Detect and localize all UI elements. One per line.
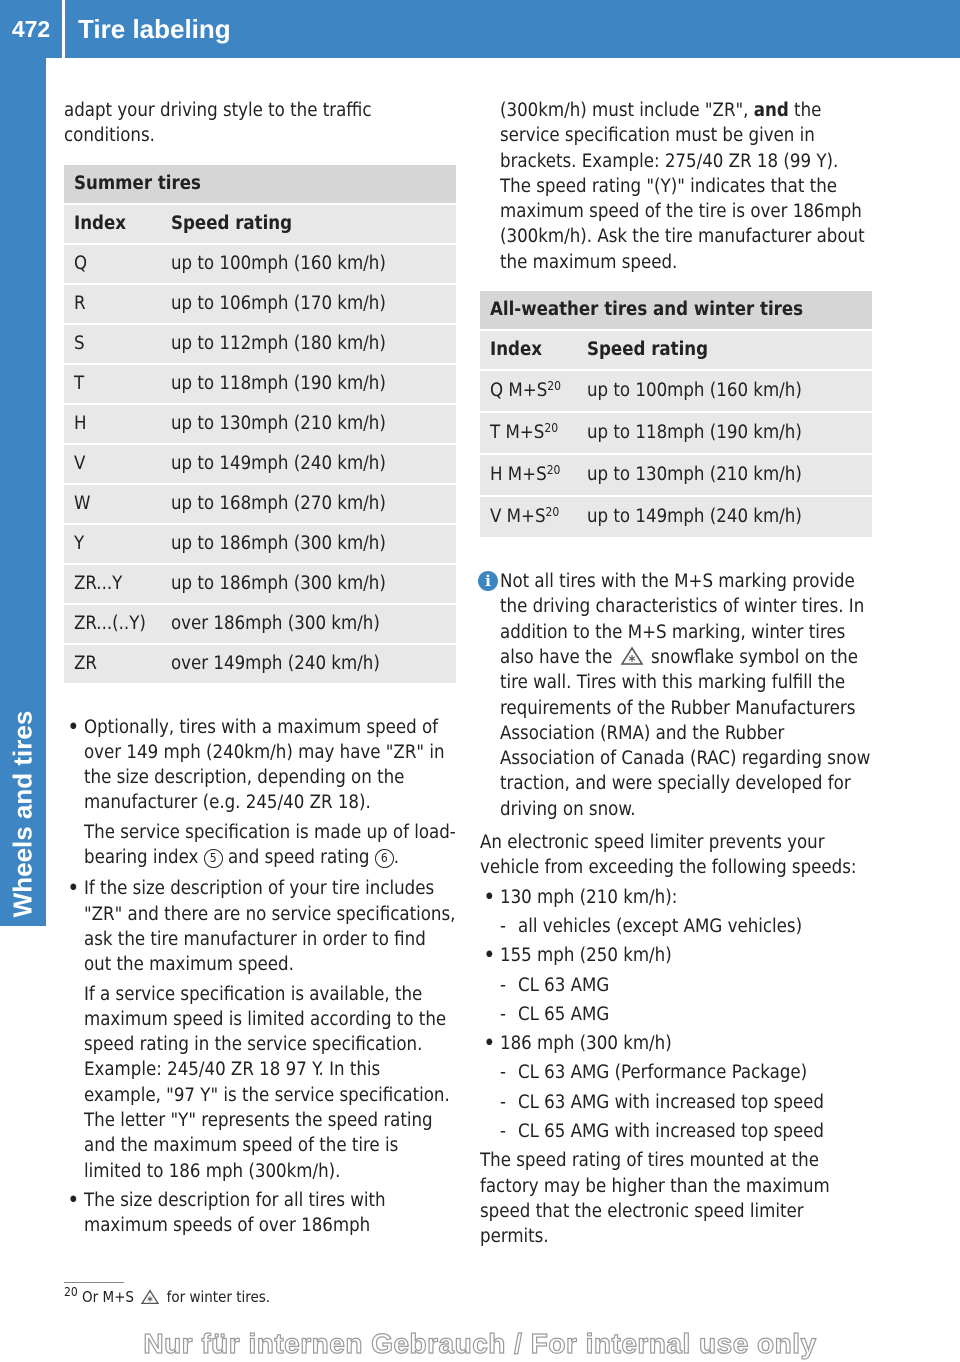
limit-130-item: - all vehicles (except AMG vehicles) — [480, 914, 872, 939]
service-spec-part-a: The service specification is made up of load-bearing index — [84, 821, 456, 869]
column-header-speed-rating: Speed rating — [161, 204, 456, 244]
speed-cell: up to 149mph (240 km/h) — [577, 496, 872, 538]
page-number: 472 — [11, 15, 51, 42]
continued-part-b: the service specification must be given in brackets. Example: 275/40 ZR 18 (99 Y). The speed rating "(Y)" indicates that the maximum speed of the tire is over 186mph (300km/h). Ask the tire manufacturer about the maximum speed. — [500, 100, 865, 273]
table-row — [64, 284, 456, 324]
table-row — [480, 370, 872, 412]
bullet-zr-no-spec: • If the size description of your tire includes "ZR" and there are no service specifications, ask the tire manufacturer in order to find out the maximum speed. — [64, 876, 456, 977]
index-cell: W — [64, 484, 161, 524]
speed-cell: up to 186mph (300 km/h) — [161, 564, 456, 604]
limit-130-bullet: • 130 mph (210 km/h): — [480, 885, 872, 910]
table-row — [64, 364, 456, 404]
info-note — [480, 569, 872, 822]
bullet-zr-optional: • Optionally, tires with a maximum speed of over 149 mph (240km/h) may have "ZR" in the size description, depending on the manufacturer (e.g. 245/40 ZR 18). — [64, 715, 456, 816]
index-cell — [480, 496, 577, 538]
table-row — [64, 604, 456, 644]
footnote-ref: 20 — [545, 505, 560, 520]
speed-cell: up to 100mph (160 km/h) — [577, 370, 872, 412]
continued-part-a: (300km/h) must include "ZR", — [500, 100, 749, 121]
footnote-divider — [64, 1282, 124, 1283]
snowflake-mountain-icon — [138, 1289, 162, 1305]
left-column — [64, 98, 456, 1239]
speed-cell: up to 186mph (300 km/h) — [161, 524, 456, 564]
column-header-speed-rating: Speed rating — [577, 330, 872, 370]
index-text: T M+S — [490, 422, 545, 444]
speed-cell: up to 168mph (270 km/h) — [161, 484, 456, 524]
footnote-ref: 20 — [544, 421, 559, 436]
header-divider — [62, 0, 65, 58]
closing-text: The speed rating of tires mounted at the factory may be higher than the maximum speed that the electronic speed limiter permits. — [480, 1150, 830, 1248]
speed-cell: up to 106mph (170 km/h) — [161, 284, 456, 324]
index-cell: H — [64, 404, 161, 444]
limit-155-bullet: • 155 mph (250 km/h) — [480, 943, 872, 968]
index-cell: V — [64, 444, 161, 484]
speed-cell: up to 149mph (240 km/h) — [161, 444, 456, 484]
index-cell — [480, 412, 577, 454]
bullet-over-186: • The size description for all tires with maximum speeds of over 186mph — [64, 1188, 456, 1239]
index-text: H M+S — [490, 464, 547, 486]
summer-tires-table — [64, 165, 456, 685]
table-row — [64, 484, 456, 524]
limit-186-item: - CL 63 AMG with increased top speed — [480, 1090, 872, 1115]
table-row — [64, 444, 456, 484]
limit-155-item: - CL 65 AMG — [480, 1002, 872, 1027]
chapter-label: Wheels and tires — [7, 710, 38, 918]
callout-5-marker: 5 — [204, 849, 223, 868]
index-cell: Q — [64, 244, 161, 284]
footnote-text-b: for winter tires. — [166, 1288, 271, 1306]
table-row — [64, 524, 456, 564]
chapter-side-tab — [0, 58, 46, 926]
speed-cell: up to 118mph (190 km/h) — [161, 364, 456, 404]
winter-tires-table — [480, 291, 872, 539]
service-spec-part-b: and speed rating — [227, 847, 370, 869]
snowflake-mountain-icon — [618, 646, 646, 666]
footnote-text-a: Or M+S — [82, 1288, 135, 1306]
table-row — [480, 412, 872, 454]
footnote-number: 20 — [64, 1285, 78, 1299]
index-cell: Y — [64, 524, 161, 564]
callout-6-marker: 6 — [375, 849, 394, 868]
limit-186-bullet: • 186 mph (300 km/h) — [480, 1031, 872, 1056]
page-title: Tire labeling — [78, 14, 231, 44]
index-cell: T — [64, 364, 161, 404]
index-text: V M+S — [490, 506, 546, 528]
service-spec-example: If a service specification is available, the maximum speed is limited according to the speed rating in the service specification. Example: 245/40 ZR 18 97 Y. In this example, "97 Y" is the service specification. The letter "Y" represents the speed rating and the maximum speed of the tire is limited to 186 mph (300km/h). — [84, 983, 450, 1182]
table-row — [64, 644, 456, 684]
index-cell: ZR...Y — [64, 564, 161, 604]
table-row — [64, 564, 456, 604]
table-row — [64, 244, 456, 284]
info-text-a: Not all tires with the M+S marking provide the driving characteristics of winter tires. In addition to the M+S marking, winter tires also have the — [500, 571, 865, 668]
column-header-index: Index — [64, 204, 161, 244]
speed-cell: up to 130mph (210 km/h) — [577, 454, 872, 496]
table-row — [480, 496, 872, 538]
speed-cell: over 186mph (300 km/h) — [161, 604, 456, 644]
service-spec-text — [64, 820, 456, 871]
limit-155-item: - CL 63 AMG — [480, 973, 872, 998]
table-caption: Summer tires — [64, 165, 456, 204]
table-row — [64, 324, 456, 364]
intro-text: adapt your driving style to the traffic conditions. — [64, 100, 372, 147]
info-text-b: snowflake symbol on the tire wall. Tires with this marking fulfill the requirements of the Rubber Manufacturers Association (RMA) and the Rubber Association of Canada (RAC) regarding snow traction, and were specially developed for driving on snow. — [500, 646, 871, 820]
speed-cell: up to 130mph (210 km/h) — [161, 404, 456, 444]
index-cell: R — [64, 284, 161, 324]
speed-cell: up to 112mph (180 km/h) — [161, 324, 456, 364]
continued-text — [480, 98, 872, 275]
speed-cell: up to 100mph (160 km/h) — [161, 244, 456, 284]
index-text: Q M+S — [490, 380, 548, 402]
index-cell: S — [64, 324, 161, 364]
column-header-index: Index — [480, 330, 577, 370]
speed-limiter-intro: An electronic speed limiter prevents your vehicle from exceeding the following speeds: — [480, 832, 857, 879]
speed-cell: over 149mph (240 km/h) — [161, 644, 456, 684]
index-cell: ZR — [64, 644, 161, 684]
table-row — [64, 404, 456, 444]
footnote-ref: 20 — [546, 463, 561, 478]
table-caption: All-weather tires and winter tires — [480, 291, 872, 330]
right-column — [480, 98, 872, 1250]
page-header — [0, 0, 960, 58]
continued-bold: and — [753, 100, 789, 121]
service-spec-part-c: . — [393, 847, 400, 869]
info-icon: i — [478, 571, 498, 591]
watermark: Nur für internen Gebrauch / For internal use only — [143, 1328, 817, 1359]
table-row — [480, 454, 872, 496]
limit-186-item: - CL 65 AMG with increased top speed — [480, 1119, 872, 1144]
limit-186-item: - CL 63 AMG (Performance Package) — [480, 1060, 872, 1085]
index-cell — [480, 454, 577, 496]
index-cell — [480, 370, 577, 412]
footnote — [64, 1285, 271, 1306]
speed-cell: up to 118mph (190 km/h) — [577, 412, 872, 454]
index-cell: ZR...(..Y) — [64, 604, 161, 644]
footnote-ref: 20 — [547, 379, 561, 394]
